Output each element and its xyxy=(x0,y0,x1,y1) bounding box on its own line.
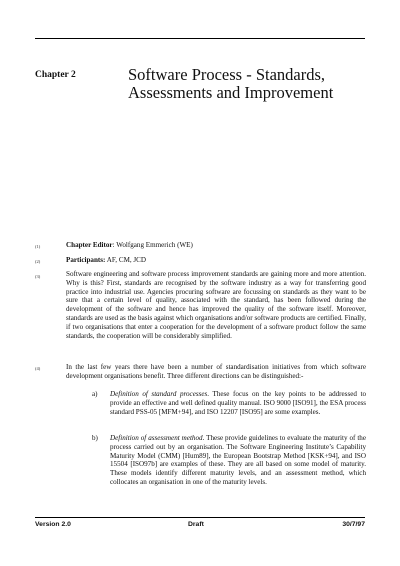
list-item-assessment-method xyxy=(110,434,366,487)
chapter-label: Chapter 2 xyxy=(35,70,76,80)
paragraph-number: (4) xyxy=(35,366,41,371)
participants-label: Participants: xyxy=(66,256,106,264)
paragraph-number: (2) xyxy=(35,259,41,264)
list-item-title: Definition of assessment method xyxy=(110,434,203,442)
list-item-label: a) xyxy=(92,390,98,398)
chapter-editor-label: Chapter Editor xyxy=(66,241,113,249)
chapter-editor-line xyxy=(66,241,366,250)
paragraph-initiatives: In the last few years there have been a number of standardisation initiatives from which software development organisations benefit. Three different directions can be distinguished:- xyxy=(66,363,366,380)
paragraph-number: (3) xyxy=(35,274,41,279)
chapter-editor-value: : Wolfgang Emmerich (WE) xyxy=(112,241,193,249)
footer-rule xyxy=(35,517,365,518)
list-item-text: . These focus on the key points to be addressed to provide an effective and well defined quality manual. ISO 9000 [ISO91], the ESA process standard PSS-05 [MFM+94], and ISO 12207 [ISO95] are some examples. xyxy=(110,390,366,416)
participants-value: AF, CM, JCD xyxy=(105,256,147,264)
list-item-text: . These provide guidelines to evaluate the maturity of the process carried out by an organisation. The Software Engineering Institute’s Capability Maturity Model (CMM) [Hum89], the European Bootstrap Method [KSK+94], and ISO 15504 [ISO97b] are examples of these. They are all based on some model of maturity. These models identify different maturity levels, and an assessment method, which collocates an organisation in one of the maturity levels. xyxy=(110,434,366,486)
header-rule xyxy=(35,38,365,39)
list-item-label: b) xyxy=(92,434,98,442)
participants-line xyxy=(66,256,366,265)
chapter-title: Software Process - Standards, Assessments and Improvement xyxy=(128,65,334,102)
footer-date: 30/7/97 xyxy=(342,521,365,528)
list-item-title: Definition of standard processes xyxy=(110,390,208,398)
footer-version: Version 2.0 xyxy=(35,521,71,528)
paragraph-number: (1) xyxy=(35,244,41,249)
footer-status: Draft xyxy=(188,521,204,528)
paragraph-standards: Software engineering and software process improvement standards are gaining more and more attention. Why is this? First, standards are recognised by the software industry as a way for transferring good practice into industrial use. Agencies procuring software are focussing on standards as they want to be sure that a certain level of quality, associated with the standard, has been followed during the development of the software and hence has improved the quality of the software itself. Moreover, standards are used as the basis against which organisations and/or software products are certified. Finally, if two organisations that enter a cooperation for the development of a software product follow the same standards, the cooperation will be considerably simplified. xyxy=(66,270,366,340)
list-item-standard-processes xyxy=(110,390,366,416)
